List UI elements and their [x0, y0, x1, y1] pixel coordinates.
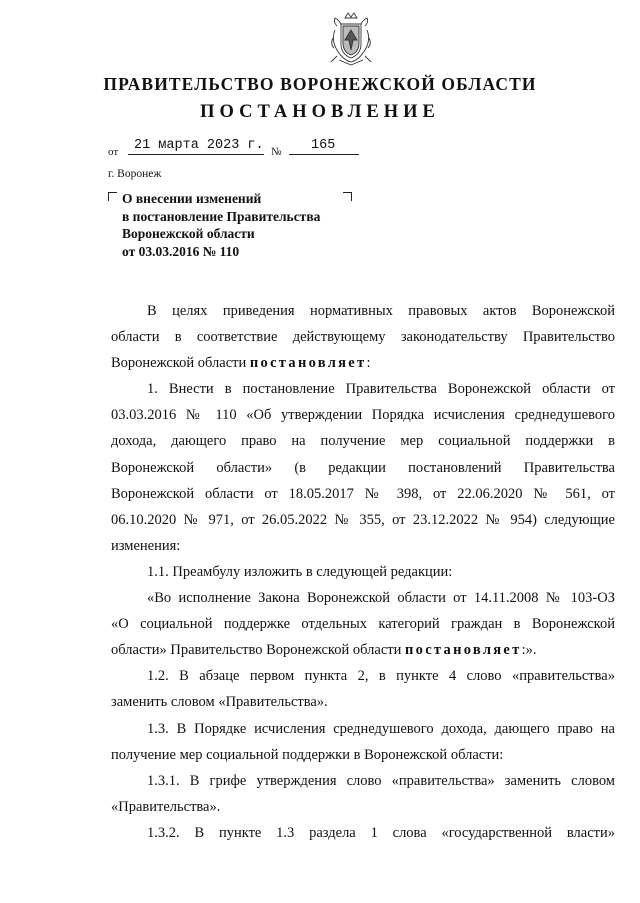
- document-body: [111, 298, 615, 846]
- bold-keyword: постановляет: [404, 642, 522, 659]
- body-line: 1.3.1. В грифе утверждения слово «правительства» заменить словом: [147, 772, 615, 789]
- bold-keyword: постановляет: [249, 355, 367, 372]
- body-text: области» Правительство Воронежской области: [111, 642, 402, 659]
- body-line: заменить словом «Правительства».: [111, 694, 328, 711]
- body-line: «О социальной поддержке отдельных категорий граждан в Воронежской: [111, 616, 615, 633]
- document-type-title: ПОСТАНОВЛЕНИЕ: [200, 102, 440, 122]
- body-line: 03.03.2016 № 110 «Об утверждении Порядка исчисления среднедушевого: [111, 407, 615, 424]
- organization-title: ПРАВИТЕЛЬСТВО ВОРОНЕЖСКОЙ ОБЛАСТИ: [103, 74, 537, 94]
- subject-line: в постановление Правительства: [122, 208, 321, 224]
- body-line: 1. Внести в постановление Правительства Воронежской области от: [147, 381, 615, 398]
- number-prefix: №: [271, 146, 282, 158]
- subject-bracket-left: [108, 192, 117, 201]
- body-line: 1.3.2. В пункте 1.3 раздела 1 слова «государственной власти»: [147, 824, 615, 841]
- body-line: «Правительства».: [111, 798, 221, 815]
- body-line: [111, 637, 615, 663]
- body-line: 06.10.2020 № 971, от 26.05.2022 № 355, от 23.12.2022 № 954) следующие: [111, 511, 615, 528]
- body-line: Воронежской области от 18.05.2017 № 398, от 22.06.2020 № 561, от: [111, 485, 615, 502]
- document-date: 21 марта 2023 г.: [128, 138, 264, 155]
- body-line: Воронежской области» (в редакции постановлений Правительства: [111, 459, 615, 476]
- city-label: г. Воронеж: [108, 168, 162, 180]
- subject-line: от 03.03.2016 № 110: [122, 243, 240, 259]
- date-prefix: от: [108, 146, 119, 158]
- body-line: области в соответствие действующему законодательству Правительство: [111, 329, 615, 346]
- subject-line: Воронежской области: [122, 226, 255, 241]
- body-text: Воронежской области: [111, 355, 247, 372]
- subject-line: О внесении изменений: [122, 191, 262, 206]
- body-text: :: [366, 355, 371, 372]
- body-line: «Во исполнение Закона Воронежской области от 14.11.2008 № 103-ОЗ: [147, 590, 615, 607]
- body-line: 1.3. В Порядке исчисления среднедушевого дохода, дающего право на: [147, 720, 615, 737]
- body-line: В целях приведения нормативных правовых актов Воронежской: [147, 303, 615, 319]
- body-line: дохода, дающего право на получение мер социальной поддержки в: [111, 433, 615, 450]
- date-number-row: [108, 138, 368, 158]
- body-line: [111, 350, 615, 376]
- body-text: :».: [521, 642, 537, 659]
- document-subject: [122, 190, 362, 260]
- body-line: 1.1. Преамбулу изложить в следующей редакции:: [147, 563, 453, 580]
- body-line: получение мер социальной поддержки в Воронежской области:: [111, 746, 504, 763]
- coat-of-arms-emblem: [327, 10, 375, 68]
- body-line: 1.2. В абзаце первом пункта 2, в пункте 4 слово «правительства»: [147, 668, 615, 685]
- document-number: 165: [289, 138, 359, 155]
- body-line: изменения:: [111, 537, 181, 554]
